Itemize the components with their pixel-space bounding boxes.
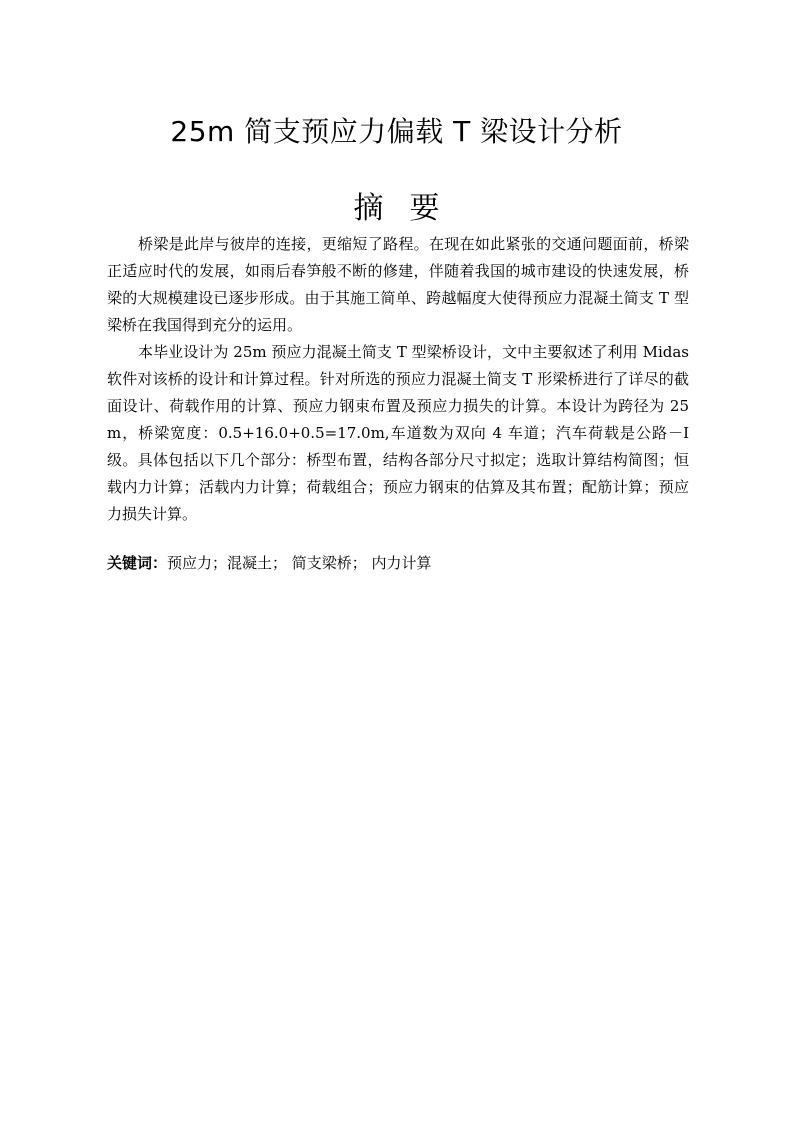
abstract-paragraph-2: 本毕业设计为 25m 预应力混凝土简支 T 型梁桥设计，文中主要叙述了利用 Midas 软件对该桥的设计和计算过程。针对所选的预应力混凝土简支 T 形梁桥进行了详尽的截面设计、荷载作用的计算、预应力钢束布置及预应力损失的计算。本设计为跨径为 25m，桥梁宽度：0.5+16.0+0.5=17.0m,车道数为双向 4 车道；汽车荷载是公路－I 级。具体包括以下几个部分：桥型布置，结构各部分尺寸拟定；选取计算结构简图；恒载内力计算；活载内力计算；荷载组合；预应力钢束的估算及其布置；配筋计算；预应力损失计算。 [107,343,689,523]
document-title: 25m 简支预应力偏载 T 梁设计分析 [170,115,623,148]
keywords-label: 关键词： [107,554,168,572]
abstract-body [107,231,689,528]
abstract-paragraph-1: 桥梁是此岸与彼岸的连接，更缩短了路程。在现在如此紧张的交通问题面前，桥梁正适应时代的发展，如雨后春笋般不断的修建，伴随着我国的城市建设的快速发展，桥梁的大规模建设已逐步形成。由于其施工简单、跨越幅度大使得预应力混凝土简支 T 型梁桥在我国得到充分的运用。 [107,235,689,334]
keywords-line [107,550,689,577]
abstract-heading: 摘要 [353,191,466,226]
keywords-text: 预应力；混凝土； 简支梁桥； 内力计算 [167,554,432,572]
